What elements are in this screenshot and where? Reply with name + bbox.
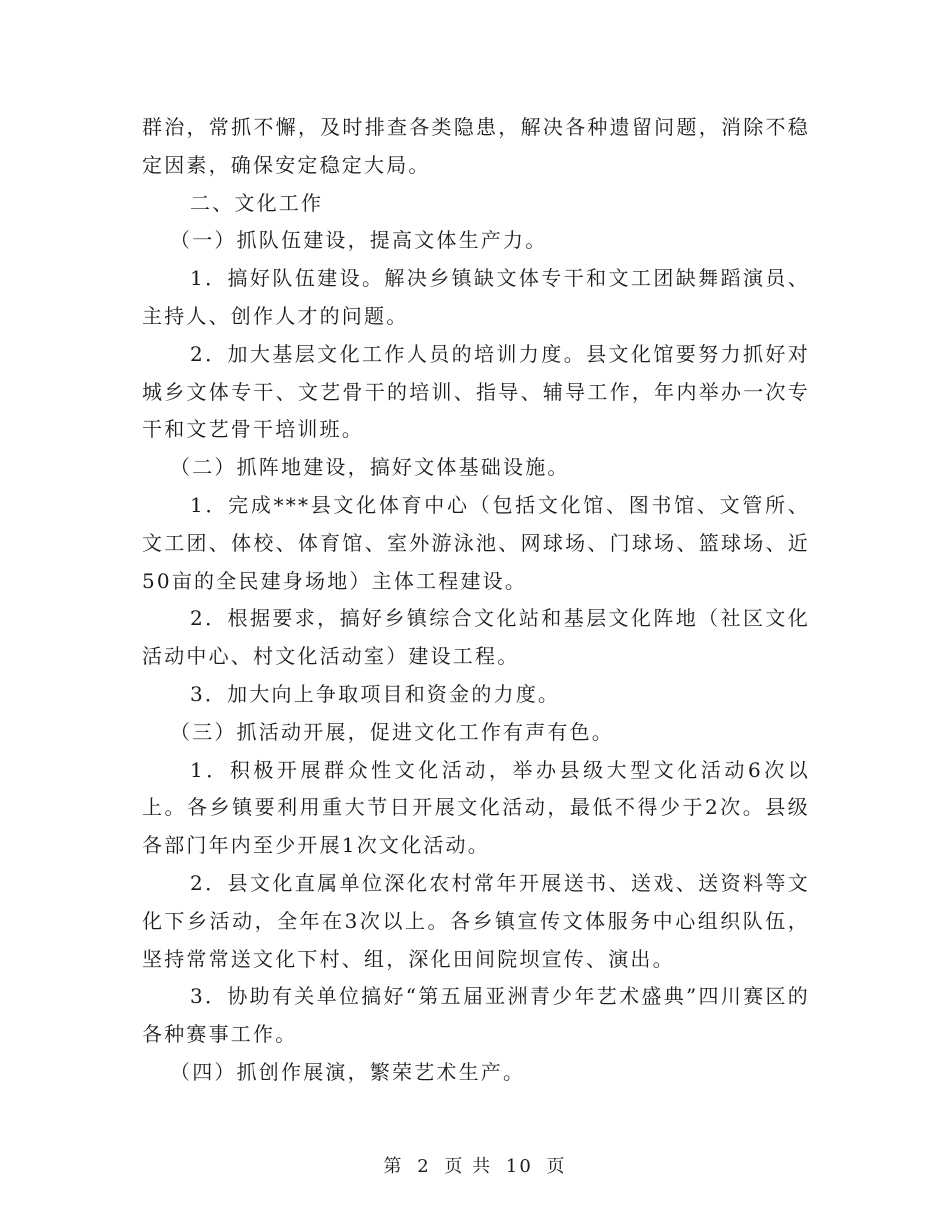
subheading-facilities: （二）抓阵地建设，搞好文体基础设施。 [170,455,570,480]
page-footer [0,1152,950,1178]
footer-current-page: 2 [417,1156,431,1177]
footer-prefix: 第 [383,1156,404,1177]
subheading-team-building: （一）抓队伍建设，提高文体生产力。 [170,228,548,253]
paragraph-item: 2．县文化直属单位深化农村常年开展送书、送戏、送资料等文化下乡活动，全年在3次以上。各乡镇宣传文体服务中心组织队伍，坚持常常送文化下村、组，深化田间院坝宣传、演出。 [142,870,810,971]
paragraph-item: 2．根据要求，搞好乡镇综合文化站和基层文化阵地（社区文化活动中心、村文化活动室）建设工程。 [142,606,810,669]
subheading-creation: （四）抓创作展演，繁荣艺术生产。 [170,1059,526,1084]
paragraph-item: 1．搞好队伍建设。解决乡镇缺文体专干和文工团缺舞蹈演员、主持人、创作人才的问题。 [142,266,810,328]
paragraph-item: 3．协助有关单位搞好“第五届亚洲青少年艺术盛典”四川赛区的各种赛事工作。 [142,984,810,1047]
paragraph-item: 3．加大向上争取项目和资金的力度。 [190,681,561,706]
document-body [142,109,810,1092]
footer-middle: 页 共 [444,1156,493,1177]
paragraph-item: 1．完成***县文化体育中心（包括文化馆、图书馆、文管所、文工团、体校、体育馆、室外游泳池、网球场、门球场、篮球场、近50亩的全民建身场地）主体工程建设。 [142,492,810,593]
paragraph-continuation: 群治，常抓不懈，及时排查各类隐患，解决各种遗留问题，消除不稳定因素，确保安定稳定大局。 [142,115,810,177]
footer-total-pages: 10 [505,1156,533,1177]
subheading-activities: （三）抓活动开展，促进文化工作有声有色。 [170,719,614,744]
paragraph-item: 1．积极开展群众性文化活动，举办县级大型文化活动6次以上。各乡镇要利用重大节日开展文化活动，最低不得少于2次。县级各部门年内至少开展1次文化活动。 [142,757,810,858]
paragraph-item: 2．加大基层文化工作人员的培训力度。县文化馆要努力抓好对城乡文体专干、文艺骨干的培训、指导、辅导工作，年内举办一次专干和文艺骨干培训班。 [142,341,810,442]
section-heading-culture: 二、文化工作 [190,190,324,215]
footer-suffix: 页 [546,1156,567,1177]
